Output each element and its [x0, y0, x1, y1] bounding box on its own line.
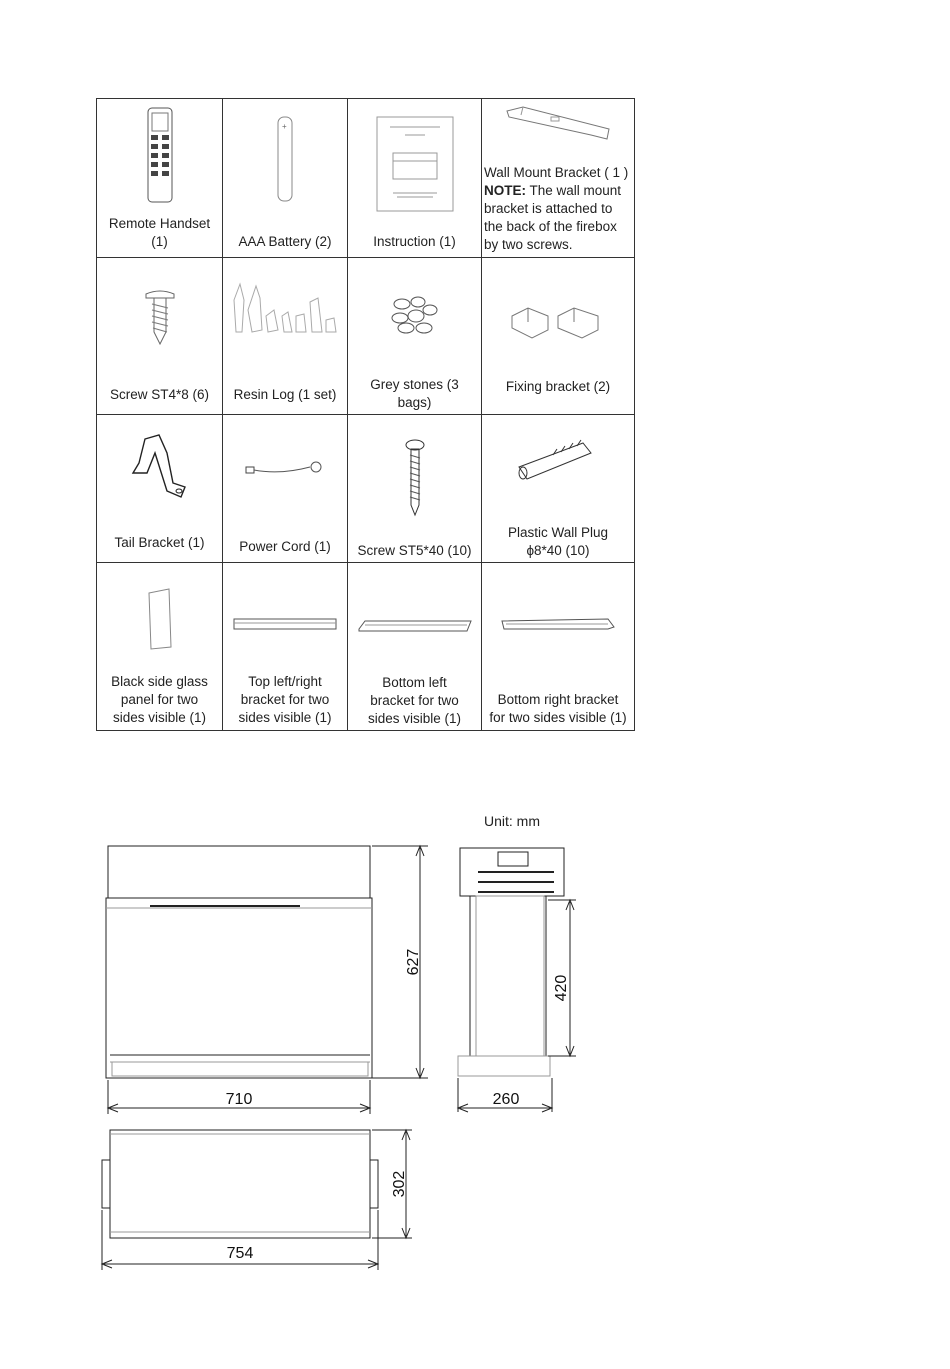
cell-power: [223, 415, 348, 563]
cell-remote: [97, 99, 223, 258]
cell-plug: [482, 415, 635, 563]
caption: [484, 164, 632, 254]
front-view-drawing: [106, 846, 428, 1114]
caption: Bottom left bracket for two sides visible (1): [367, 675, 462, 726]
cell-screw48: [97, 258, 223, 415]
caption: Black side glass panel for two sides visible (1): [111, 674, 208, 725]
wall-plug-icon: [482, 433, 634, 488]
cell-screw540: [348, 415, 482, 563]
glass-panel-icon: [97, 587, 222, 656]
cell-tail: [97, 415, 223, 563]
front-height-label: 627: [405, 948, 422, 976]
top-width-label: 754: [226, 1245, 254, 1262]
cell-bottom-left: [348, 563, 482, 731]
caption: Tail Bracket (1): [114, 535, 205, 550]
wall-bracket-note: [484, 182, 632, 254]
stones-icon: [348, 296, 481, 341]
side-height-label: 420: [553, 974, 570, 1002]
cell-fixing: [482, 258, 635, 415]
caption: Bottom right bracket for two sides visible (1): [489, 692, 627, 725]
resin-log-icon: [223, 280, 347, 345]
caption: Screw ST5*40 (10): [357, 543, 472, 558]
svg-text:+: +: [282, 122, 287, 131]
side-view-drawing: [458, 848, 576, 1112]
top-depth-label: 302: [391, 1170, 408, 1198]
parts-table: [96, 98, 635, 731]
cell-top-bracket: [223, 563, 348, 731]
tail-bracket-icon: [97, 433, 222, 508]
top-bracket-icon: [223, 615, 347, 640]
side-depth-label: 260: [492, 1091, 520, 1108]
note-label: NOTE:: [484, 183, 526, 198]
wall-bracket-title: Wall Mount Bracket ( 1 ): [484, 165, 629, 180]
caption: Screw ST4*8 (6): [109, 387, 210, 402]
unit-label: Unit: mm: [484, 813, 540, 829]
caption: Instruction (1): [373, 234, 456, 249]
wall-mount-bracket-icon: [482, 103, 634, 148]
cell-bottom-right: [482, 563, 635, 731]
long-screw-icon: [348, 439, 481, 524]
caption: Grey stones (3 bags): [370, 377, 459, 410]
cell-wall-bracket: [482, 99, 635, 258]
bottom-right-bracket-icon: [482, 615, 634, 640]
caption: Top left/right bracket for two sides visible (1): [238, 674, 332, 725]
instruction-booklet-icon: [348, 115, 481, 220]
caption: Plastic Wall Plug ϕ8*40 (10): [507, 525, 609, 558]
screw-icon: [97, 288, 222, 353]
battery-icon: [223, 115, 347, 210]
caption: Resin Log (1 set): [233, 387, 337, 402]
caption: Power Cord (1): [239, 539, 331, 554]
cell-glass: [97, 563, 223, 731]
cell-resin-log: [223, 258, 348, 415]
front-width-label: 710: [225, 1091, 253, 1108]
top-view-drawing: [102, 1130, 412, 1270]
cell-instruction: [348, 99, 482, 258]
fixing-bracket-icon: [482, 304, 634, 349]
cell-battery: [223, 99, 348, 258]
cell-stones: [348, 258, 482, 415]
caption: Remote Handset (1): [108, 216, 211, 249]
remote-handset-icon: [97, 105, 222, 210]
caption: Fixing bracket (2): [505, 379, 611, 394]
note-text: The wall mount bracket is attached to the back of the firebox by two screws.: [484, 183, 622, 252]
bottom-left-bracket-icon: [348, 617, 481, 642]
power-cord-icon: [223, 459, 347, 484]
caption: AAA Battery (2): [238, 234, 332, 249]
